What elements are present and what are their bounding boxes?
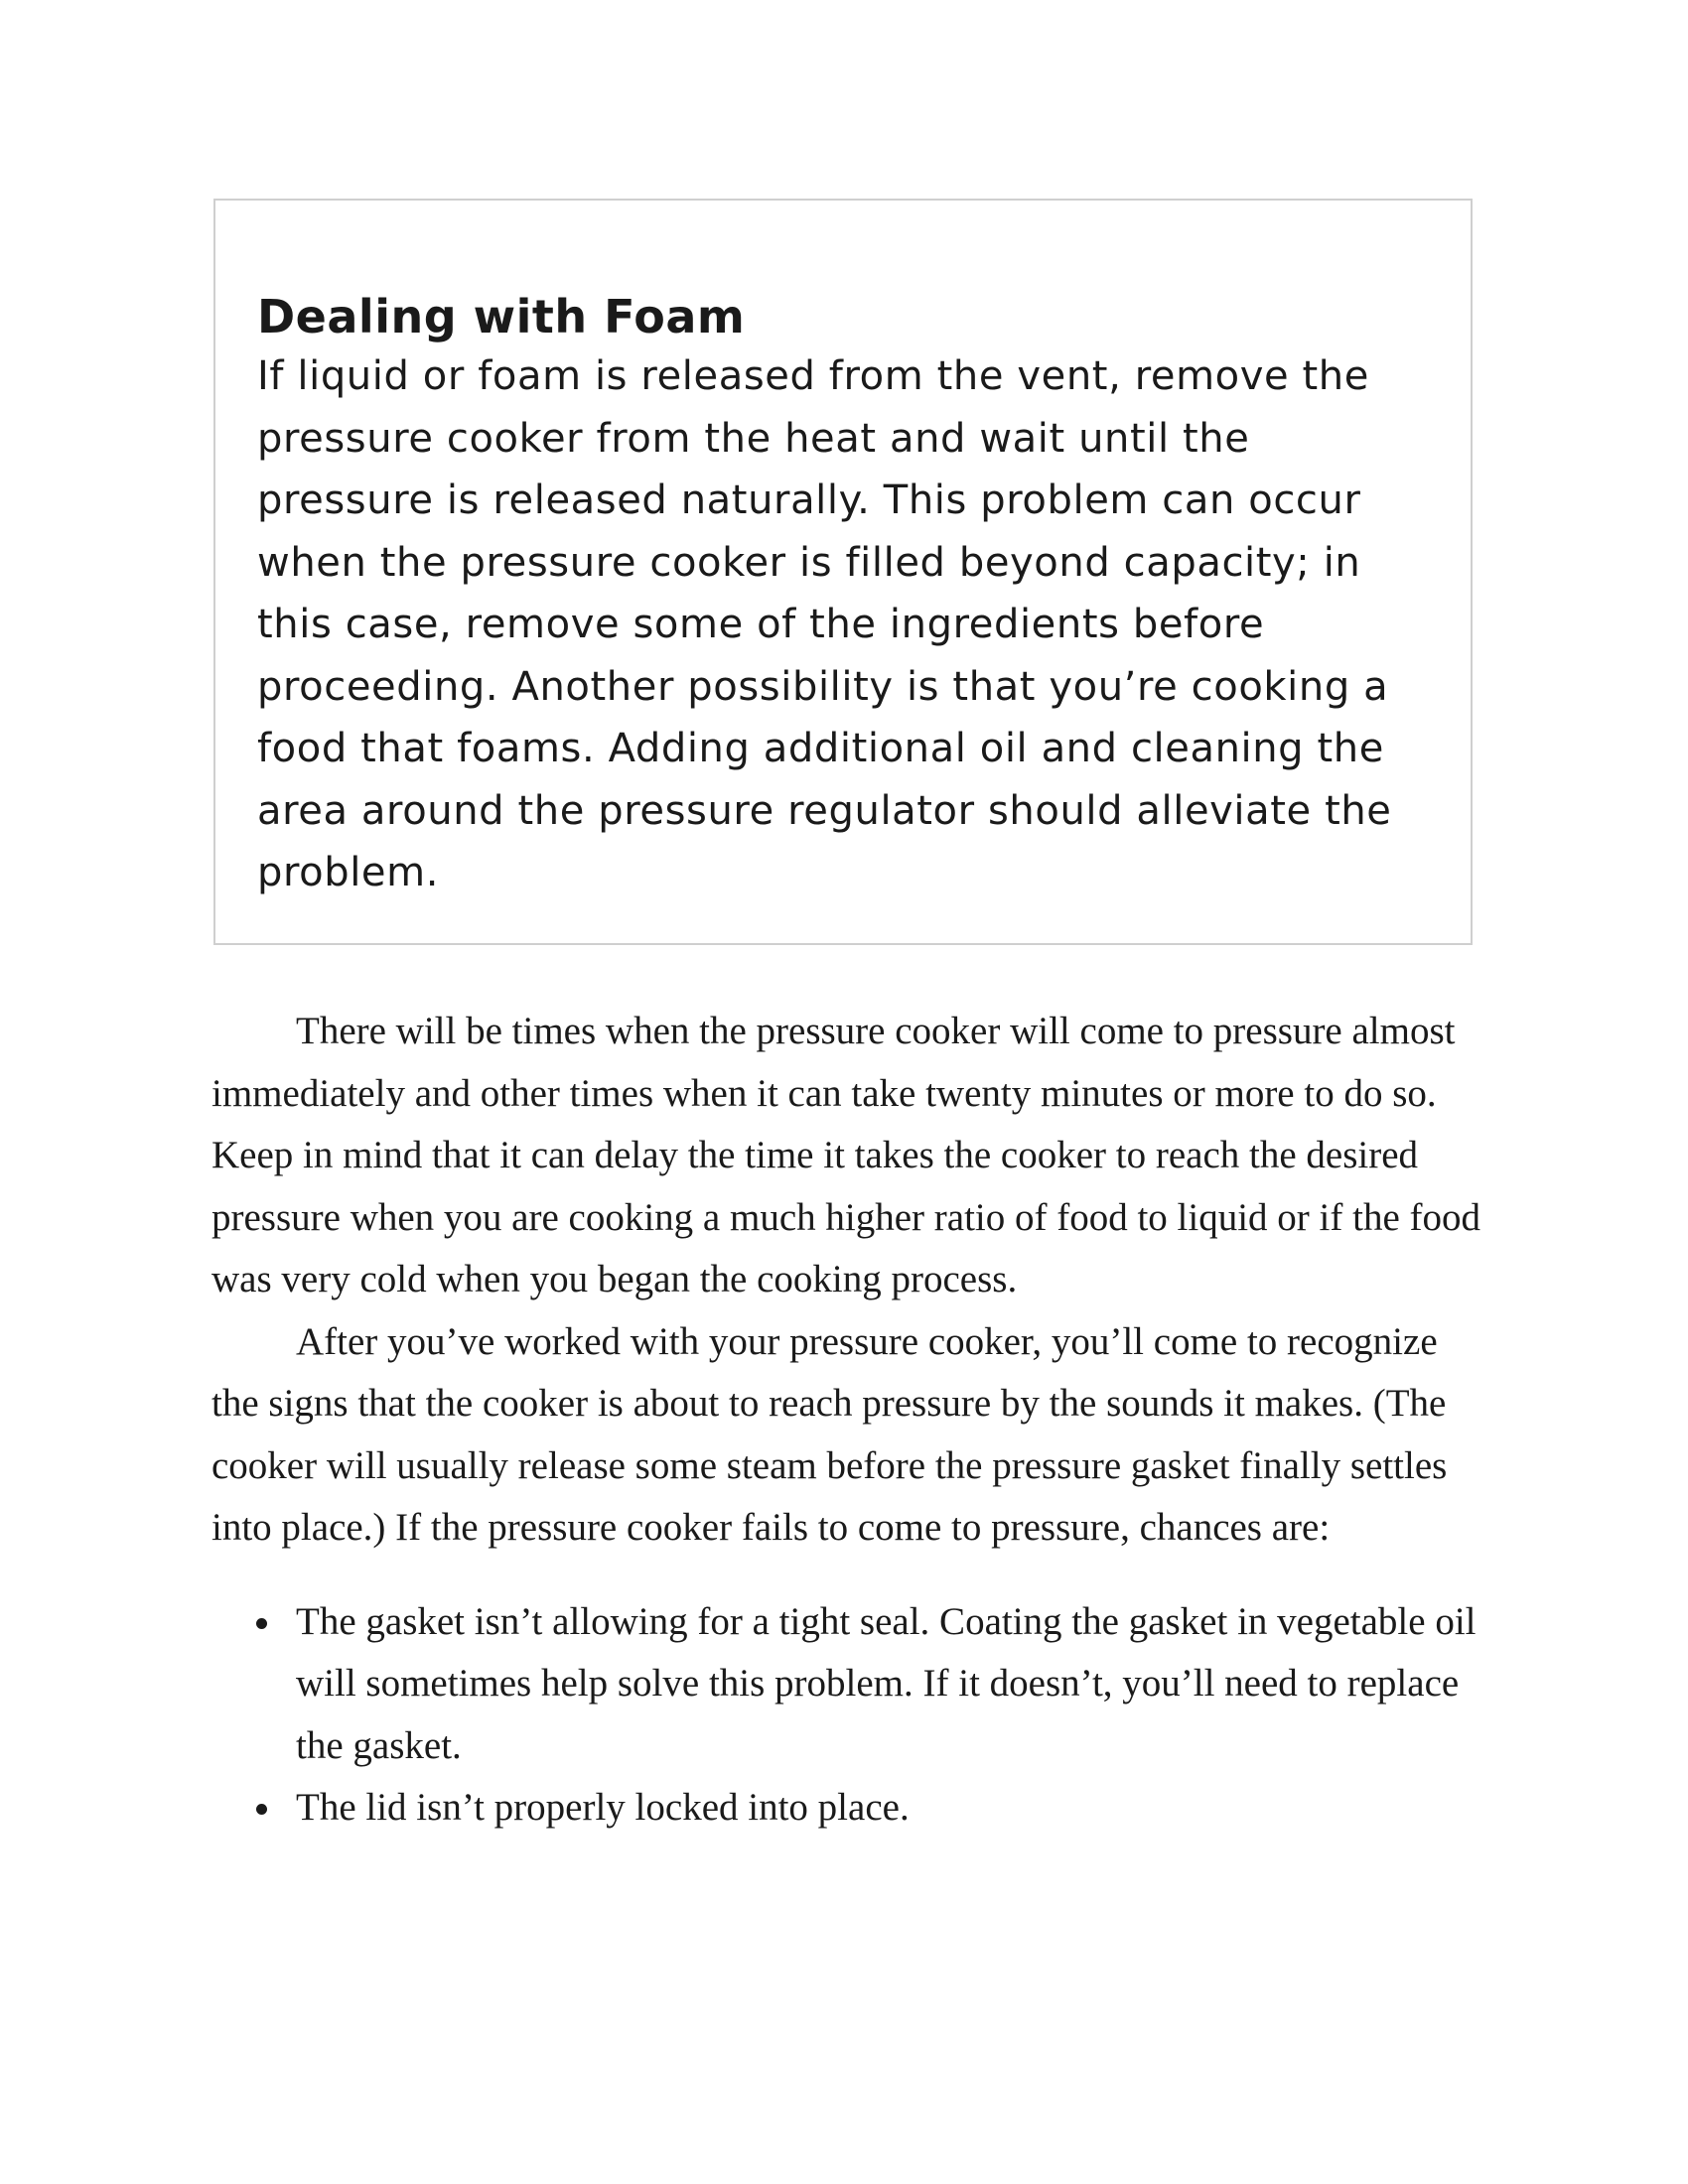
bullet-text: The lid isn’t properly locked into place.: [296, 1786, 910, 1829]
sidebar-box: [213, 199, 1473, 945]
sidebar-text: If liquid or foam is released from the vent, remove the pressure cooker from the heat and wait until the pressure is released naturally. This problem can occur when the pressure cooker is filled beyond capacity; in this case, remove some of the ingredients before proceeding. Another possibility is that you’re cooking a food that foams. Adding additional oil and cleaning the area around the pressure regulator should alleviate the problem.: [257, 353, 1392, 895]
bullet-list: [211, 1591, 1492, 1840]
body-paragraph: There will be times when the pressure cooker will come to pressure almost immediately and other times when it can take twenty minutes or more to do so. Keep in mind that it can delay the time it takes the cooker to reach the desired pressure when you are cooking a much higher ratio of food to liquid or if the food was very cold when you began the cooking process.: [211, 1010, 1480, 1300]
bullet-item: [211, 1777, 1487, 1840]
bullet-icon: [256, 1804, 267, 1815]
bullet-icon: [256, 1618, 267, 1629]
sidebar-title: Dealing with Foam: [257, 290, 746, 343]
body-text: [211, 1001, 1492, 1840]
bullet-text: The gasket isn’t allowing for a tight seal. Coating the gasket in vegetable oil will sometimes help solve this problem. If it doesn’t, you’ll need to replace the gasket.: [296, 1599, 1477, 1767]
body-paragraph: After you’ve worked with your pressure cooker, you’ll come to recognize the signs that the cooker is about to reach pressure by the sounds it makes. (The cooker will usually release some steam before the pressure gasket finally settles into place.) If the pressure cooker fails to come to pressure, chances are:: [211, 1319, 1448, 1549]
bullet-item: [211, 1591, 1487, 1778]
